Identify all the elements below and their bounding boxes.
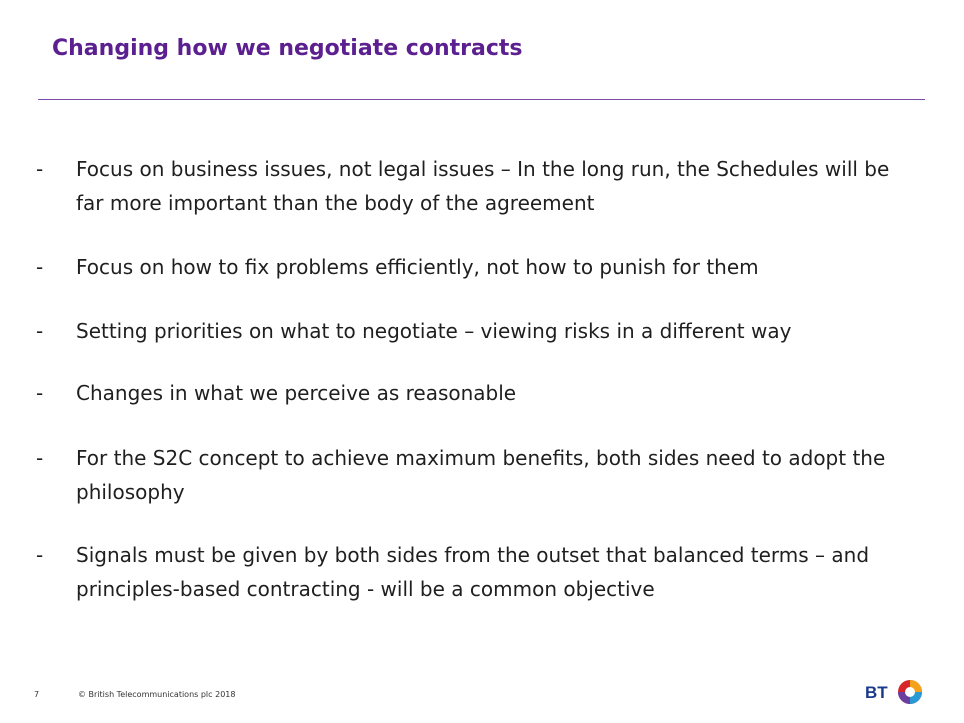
page-title: Changing how we negotiate contracts <box>52 36 523 61</box>
bt-globe-icon <box>898 680 922 704</box>
bullet-marker: - <box>36 255 44 279</box>
bullet-marker: - <box>36 157 44 181</box>
bullet-text: Focus on how to fix problems efficiently, not how to punish for them <box>76 255 759 279</box>
bullet-text: Focus on business issues, not legal issues – In the long run, the Schedules will be far more important than the body of the agreement <box>76 157 890 215</box>
bullet-marker: - <box>36 381 44 405</box>
bullet-item-3 <box>36 314 906 348</box>
bullet-text: Changes in what we perceive as reasonable <box>76 381 517 405</box>
bullet-marker: - <box>36 319 44 343</box>
slide-number: 7 <box>34 690 40 699</box>
bullet-text: Setting priorities on what to negotiate – viewing risks in a different way <box>76 319 792 343</box>
bullet-item-4 <box>36 376 906 410</box>
title-divider <box>38 99 925 100</box>
bt-logo <box>863 676 927 708</box>
bullet-item-2 <box>36 250 906 284</box>
bt-logo-text: BT <box>865 683 888 702</box>
bullet-text: For the S2C concept to achieve maximum benefits, both sides need to adopt the philosophy <box>76 446 886 504</box>
bullet-text: Signals must be given by both sides from the outset that balanced terms – and principles-based contracting - will be a common objective <box>76 543 870 601</box>
bullet-item-1 <box>36 152 906 220</box>
bullet-marker: - <box>36 543 44 567</box>
bullet-item-5 <box>36 441 906 509</box>
bullet-item-6 <box>36 538 906 606</box>
copyright-notice: © British Telecommunications plc 2018 <box>78 690 236 699</box>
bullet-marker: - <box>36 446 44 470</box>
